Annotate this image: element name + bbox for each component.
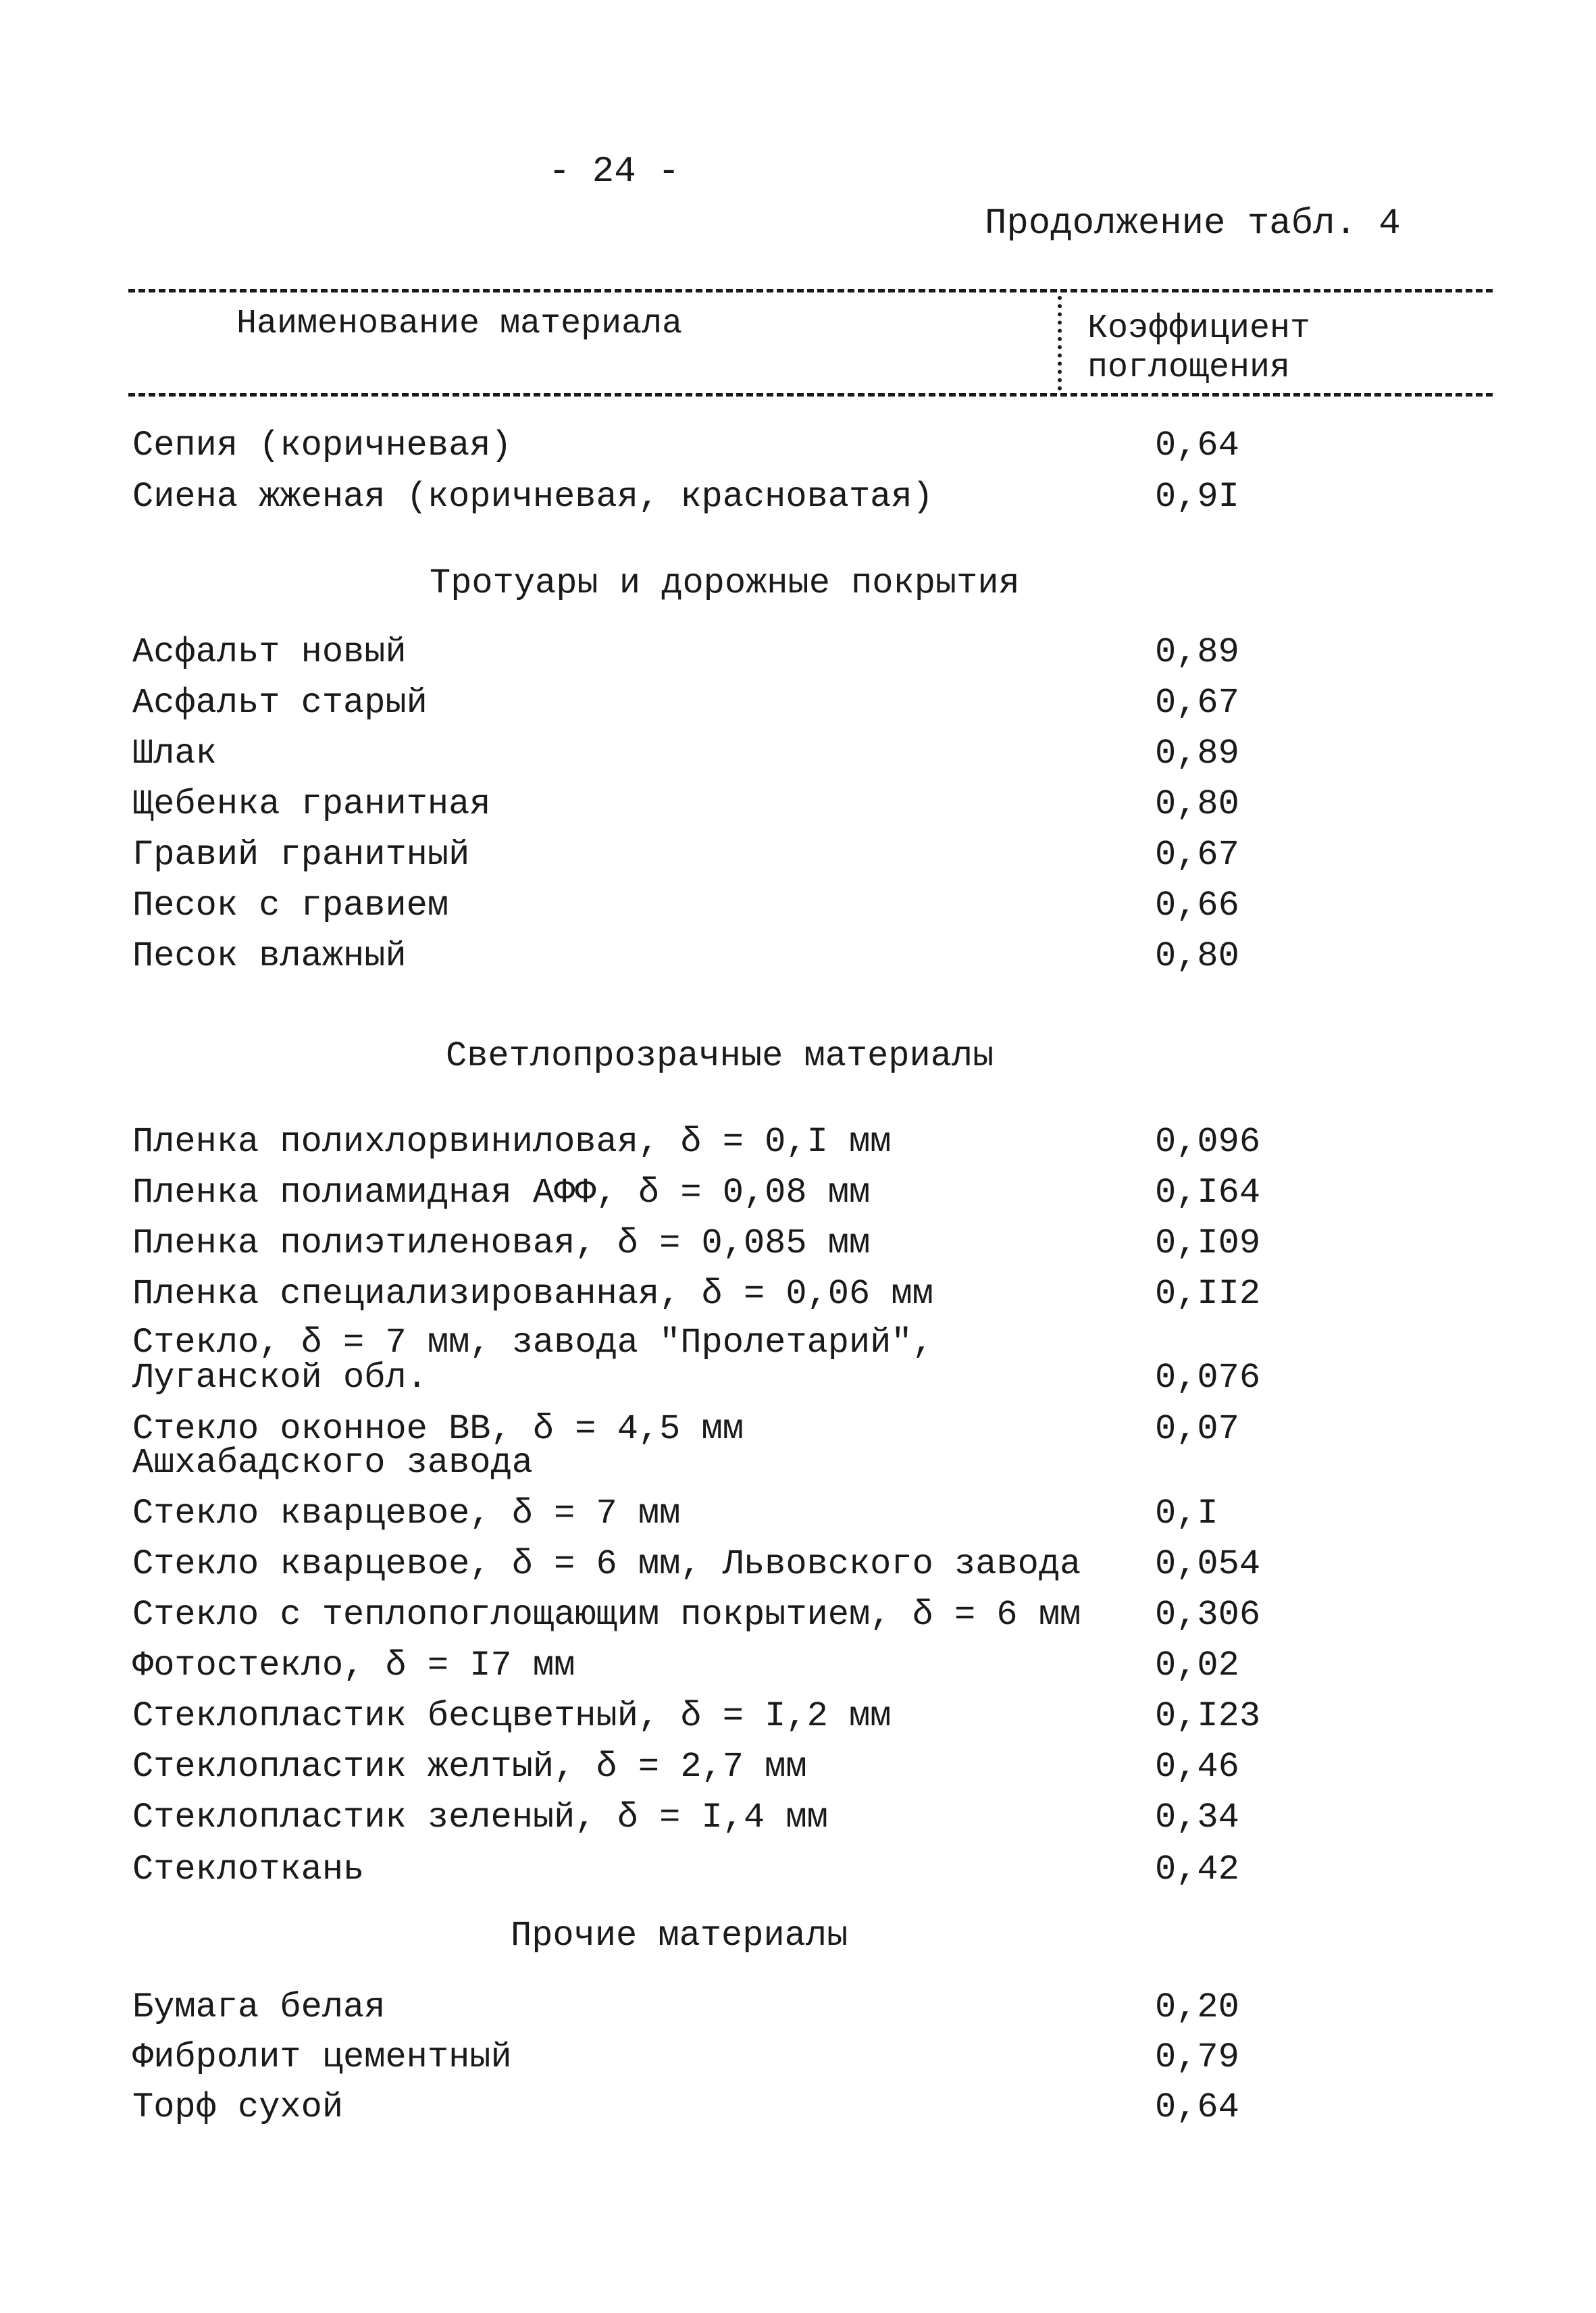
header-bottom-rule	[128, 393, 1493, 397]
column-header-coef-line1: Коэффициент	[1087, 309, 1311, 348]
table-row-name: Торф сухой	[132, 2087, 344, 2127]
table-row-name: Пленка полихлорвиниловая, δ = 0,I мм	[132, 1122, 892, 1162]
table-row-name: Стекло, δ = 7 мм, завода "Пролетарий",	[132, 1323, 933, 1363]
table-continuation-label: Продолжение табл. 4	[985, 203, 1401, 245]
table-row-name: Сепия (коричневая)	[132, 426, 512, 465]
table-row-value: 0,9I	[1155, 477, 1239, 517]
header-top-rule	[128, 289, 1493, 293]
table-row-value: 0,34	[1155, 1798, 1239, 1837]
table-row-name: Стекло оконное ВВ, δ = 4,5 мм	[132, 1409, 744, 1449]
table-row-name: Асфальт новый	[132, 632, 407, 672]
table-row-value: 0,I23	[1155, 1696, 1261, 1736]
table-row-name: Песок с гравием	[132, 886, 449, 925]
table-row-name: Стекло кварцевое, δ = 7 мм	[132, 1494, 681, 1533]
table-row-value: 0,306	[1155, 1595, 1261, 1635]
table-row-name: Стекло кварцевое, δ = 6 мм, Львовского завода	[132, 1544, 1081, 1584]
table-row-value: 0,66	[1155, 886, 1239, 925]
page-number: - 24 -	[548, 151, 680, 193]
table-row-value: 0,054	[1155, 1544, 1261, 1584]
table-row-value: 0,80	[1155, 936, 1239, 976]
table-row-name: Сиена жженая (коричневая, красноватая)	[132, 477, 933, 517]
table-row-name: Пленка полиамидная АФФ, δ = 0,08 мм	[132, 1173, 871, 1213]
table-row-name: Стеклопластик желтый, δ = 2,7 мм	[132, 1747, 807, 1787]
table-row-name: Стеклоткань	[132, 1850, 365, 1889]
table-row-value: 0,I64	[1155, 1173, 1261, 1213]
section-title-pavements: Тротуары и дорожные покрытия	[430, 563, 1020, 603]
table-row-name: Фибролит цементный	[132, 2037, 512, 2077]
table-row-value: 0,076	[1155, 1358, 1261, 1398]
table-row-value: 0,67	[1155, 835, 1239, 875]
section-title-translucent-materials: Светлопрозрачные материалы	[446, 1036, 994, 1076]
table-row-name-continuation: Ашхабадского завода	[132, 1443, 533, 1483]
table-row-name: Пленка специализированная, δ = 0,06 мм	[132, 1274, 933, 1314]
table-row-name: Стекло с теплопоглощающим покрытием, δ = 6 мм	[132, 1595, 1081, 1635]
table-row-name: Щебенка гранитная	[132, 784, 491, 824]
table-row-value: 0,89	[1155, 632, 1239, 672]
column-header-absorption-coefficient	[1087, 309, 1310, 388]
table-row-value: 0,42	[1155, 1850, 1239, 1889]
table-row-value: 0,89	[1155, 734, 1239, 773]
table-row-name: Бумага белая	[132, 1987, 386, 2027]
table-row-name-continuation: Луганской обл.	[132, 1358, 428, 1398]
table-row-value: 0,I09	[1155, 1223, 1261, 1263]
table-row-value: 0,64	[1155, 2087, 1239, 2127]
table-row-name: Стеклопластик бесцветный, δ = I,2 мм	[132, 1696, 892, 1736]
column-header-coef-line2: поглощения	[1087, 349, 1291, 387]
table-row-value: 0,20	[1155, 1987, 1239, 2027]
table-row-name: Пленка полиэтиленовая, δ = 0,085 мм	[132, 1223, 871, 1263]
table-row-name: Гравий гранитный	[132, 835, 470, 875]
table-row-value: 0,67	[1155, 683, 1239, 723]
table-row-value: 0,64	[1155, 426, 1239, 465]
table-row-name: Фотостекло, δ = I7 мм	[132, 1646, 575, 1685]
table-row-value: 0,096	[1155, 1122, 1261, 1162]
table-row-value: 0,46	[1155, 1747, 1239, 1787]
table-row-name: Песок влажный	[132, 936, 407, 976]
table-row-value: 0,02	[1155, 1646, 1239, 1685]
table-row-name: Шлак	[132, 734, 217, 773]
column-header-material-name: Наименование материала	[236, 305, 683, 343]
table-row-value: 0,80	[1155, 784, 1239, 824]
table-row-value: 0,07	[1155, 1409, 1239, 1449]
table-row-name: Асфальт старый	[132, 683, 428, 723]
table-row-value: 0,II2	[1155, 1274, 1261, 1314]
table-row-value: 0,I	[1155, 1494, 1218, 1533]
section-title-other-materials: Прочие материалы	[511, 1916, 848, 1956]
header-column-separator	[1058, 296, 1062, 390]
table-row-value: 0,79	[1155, 2037, 1239, 2077]
table-row-name: Стеклопластик зеленый, δ = I,4 мм	[132, 1798, 828, 1837]
